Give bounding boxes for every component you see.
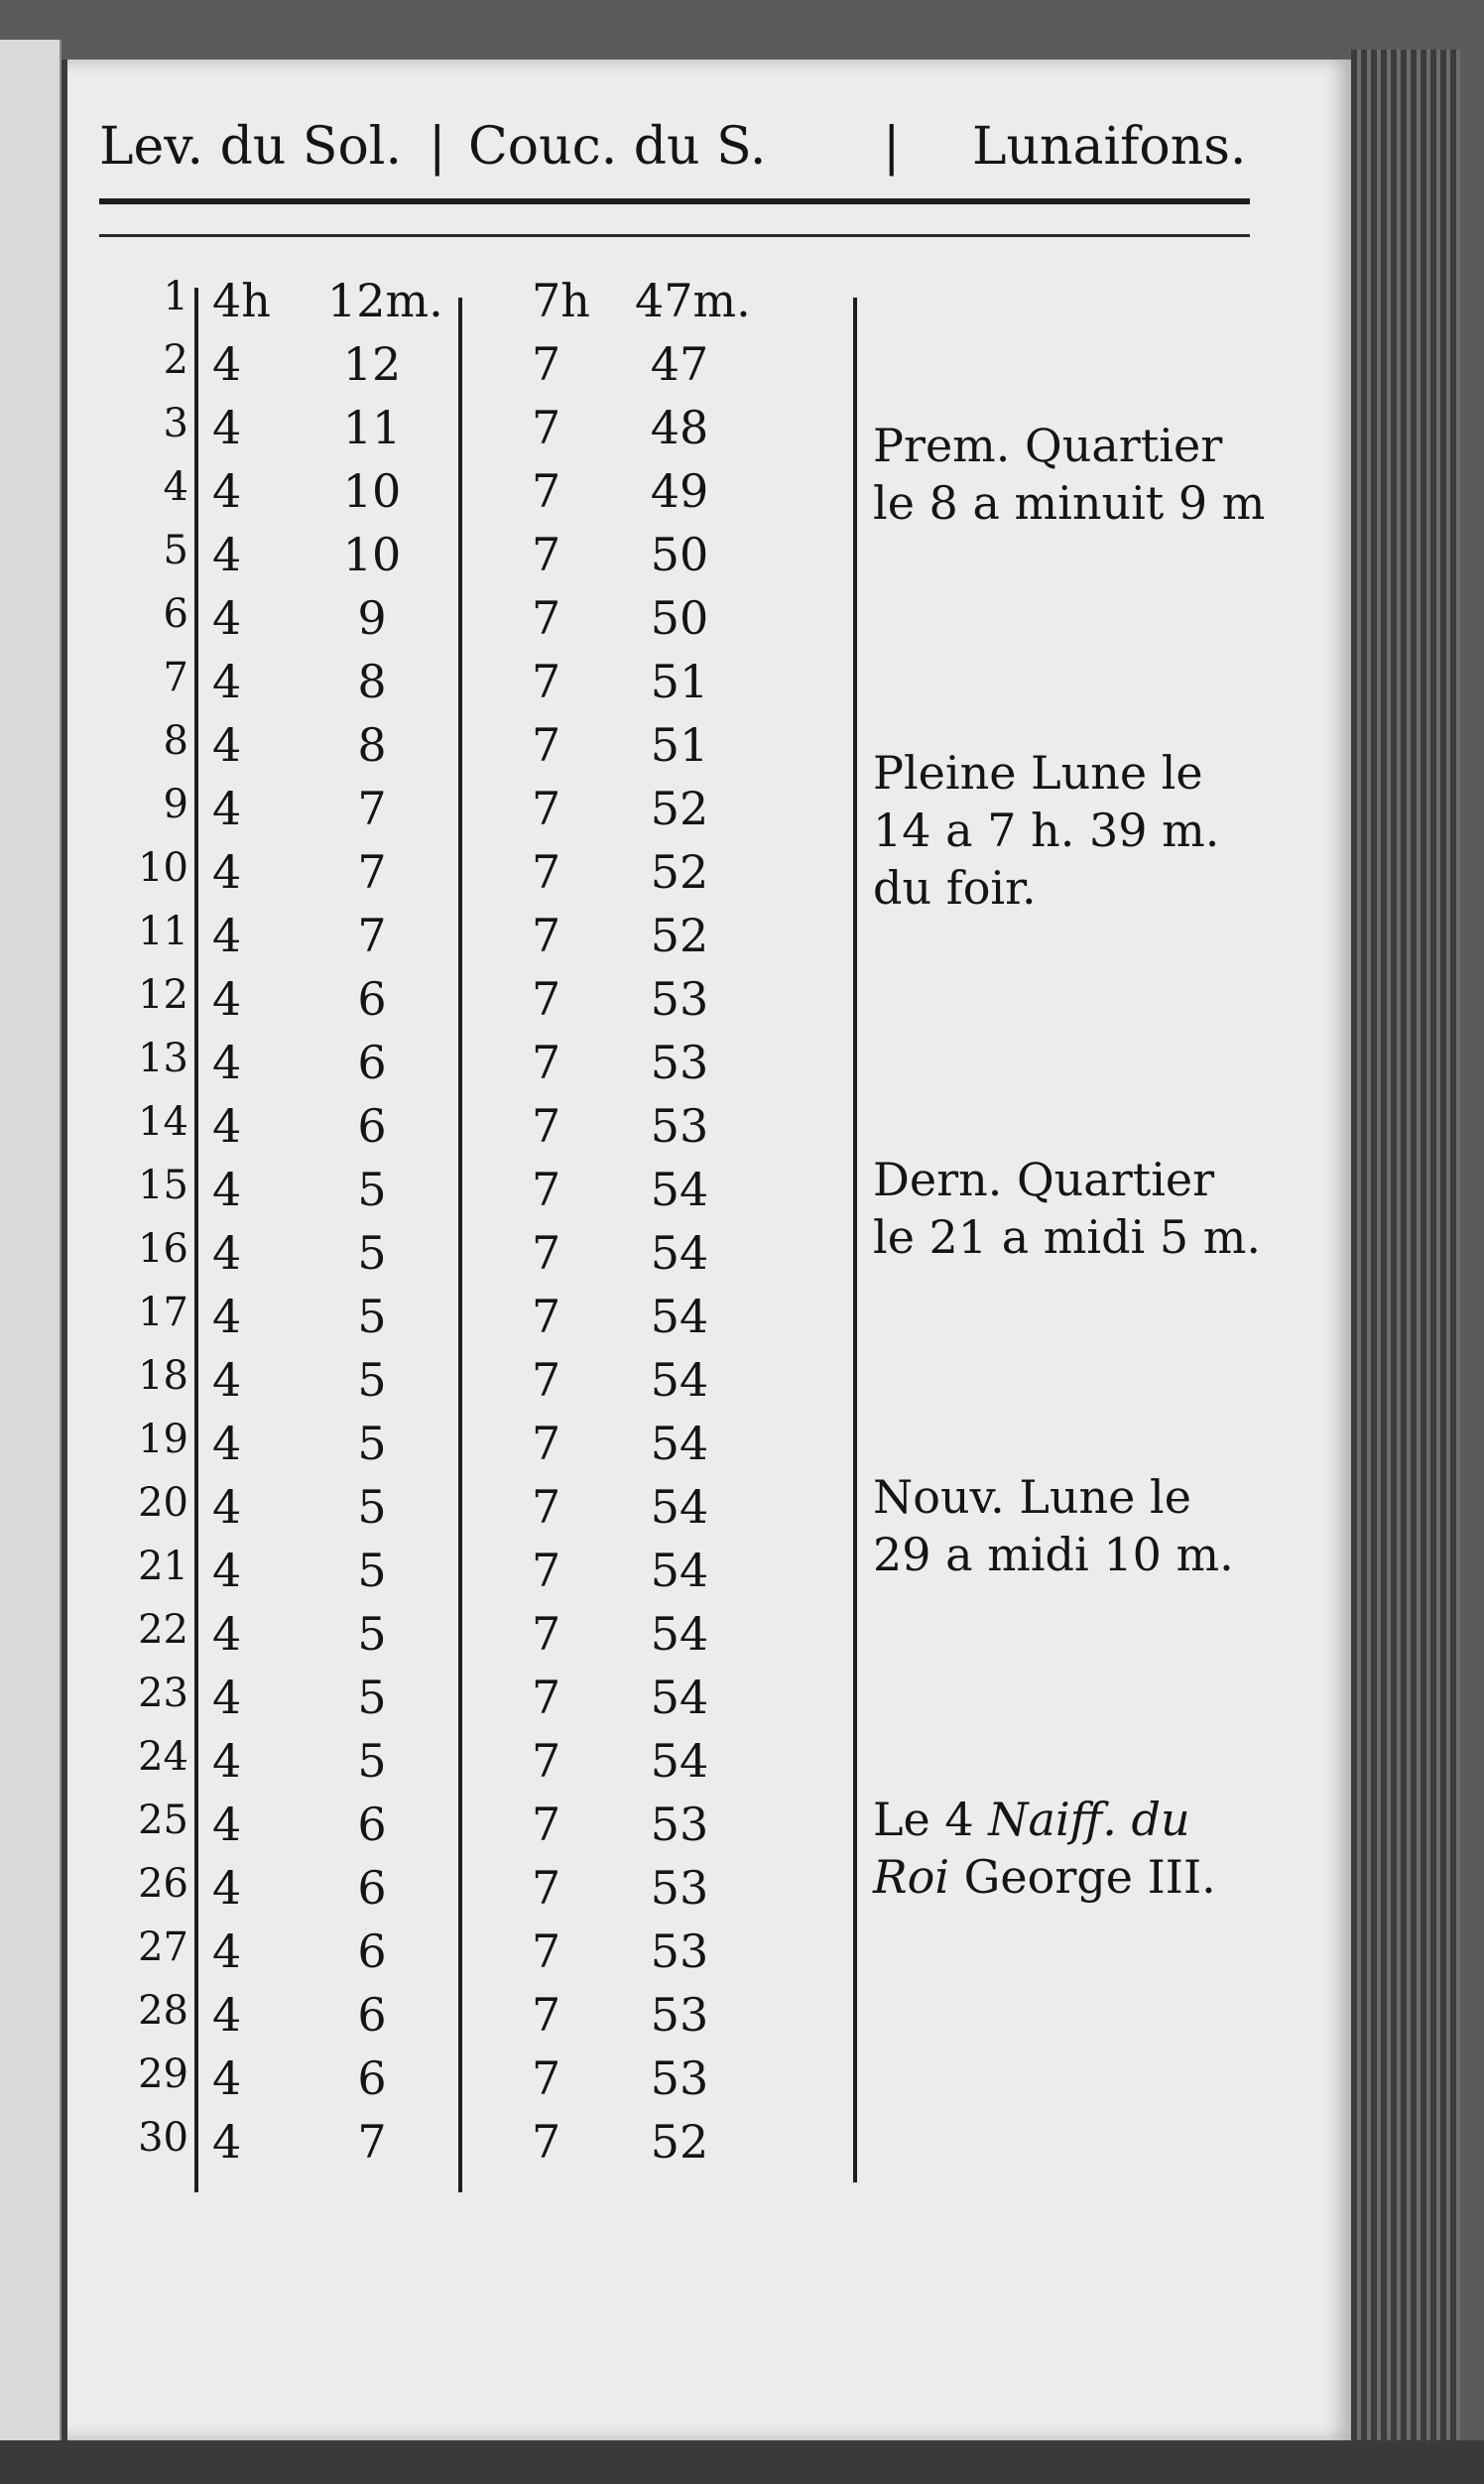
day-number: 4 <box>163 464 188 510</box>
sunset-hour: 7 <box>532 1861 561 1915</box>
sunrise-hour: 4 <box>212 1417 242 1470</box>
sunset-hour: 7 <box>532 591 561 645</box>
day-number: 17 <box>138 1290 188 1335</box>
sunset-minute: 52 <box>650 782 709 835</box>
sunrise-minute: 8 <box>357 718 387 772</box>
sunrise-hour: 4 <box>212 1798 242 1851</box>
sunrise-minute: 5 <box>357 1226 387 1280</box>
day-number: 23 <box>138 1671 188 1716</box>
sunset-hour: 7 <box>532 528 561 581</box>
day-number: 20 <box>138 1480 188 1526</box>
sunrise-minute: 5 <box>357 1480 387 1534</box>
day-number: 13 <box>138 1036 188 1081</box>
sunrise-hour: 4 <box>212 1480 242 1534</box>
sunrise-minute: 7 <box>357 2115 387 2169</box>
note-line: Prem. Quartier <box>873 419 1223 472</box>
sunrise-minute: 6 <box>357 972 387 1026</box>
sunset-hour: 7 <box>532 1925 561 1978</box>
last-quarter-note <box>873 1151 1309 1266</box>
sunset-minute: 51 <box>650 655 709 708</box>
day-number: 16 <box>138 1226 188 1272</box>
table-row <box>0 2046 873 2109</box>
note-line: le 21 a midi 5 m. <box>873 1210 1261 1264</box>
sunset-minute: 54 <box>650 1226 709 1280</box>
sunrise-hour: 4 <box>212 1099 242 1153</box>
sunrise-hour: 4 <box>212 1036 242 1089</box>
day-number: 28 <box>138 1988 188 2034</box>
sunset-minute: 53 <box>650 1798 709 1851</box>
sunrise-hour: 4 <box>212 1163 242 1216</box>
day-number: 2 <box>163 337 188 383</box>
day-number: 30 <box>138 2115 188 2161</box>
sunset-hour: 7h <box>532 274 590 327</box>
sunrise-hour: 4h <box>212 274 271 327</box>
table-row <box>0 1665 873 1728</box>
sunset-minute: 54 <box>650 1734 709 1788</box>
note-line: 14 a 7 h. 39 m. <box>873 804 1220 857</box>
table-row <box>0 458 873 522</box>
sunset-hour: 7 <box>532 337 561 391</box>
table-row <box>0 585 873 649</box>
sunset-minute: 54 <box>650 1163 709 1216</box>
sunrise-hour: 4 <box>212 1988 242 2042</box>
table-row <box>0 395 873 458</box>
header-rule <box>99 198 1250 204</box>
note-line: Pleine Lune le <box>873 746 1203 800</box>
sunrise-hour: 4 <box>212 972 242 1026</box>
new-moon-note <box>873 1468 1309 1583</box>
sunset-hour: 7 <box>532 1988 561 2042</box>
sunrise-hour: 4 <box>212 782 242 835</box>
sunrise-minute: 7 <box>357 845 387 899</box>
header-lunations: Lunaifons. <box>972 117 1247 177</box>
sunrise-hour: 4 <box>212 2115 242 2169</box>
header-sunrise: Lev. du Sol. <box>99 117 402 177</box>
sunrise-minute: 6 <box>357 1861 387 1915</box>
table-row <box>0 1093 873 1157</box>
table-row <box>0 1220 873 1284</box>
sunset-hour: 7 <box>532 1099 561 1153</box>
day-number: 12 <box>138 972 188 1018</box>
sunrise-hour: 4 <box>212 845 242 899</box>
table-row <box>0 966 873 1030</box>
sunset-minute: 53 <box>650 1036 709 1089</box>
sunset-hour: 7 <box>532 1036 561 1089</box>
sunrise-minute: 11 <box>342 401 402 454</box>
table-row <box>0 649 873 712</box>
sunset-hour: 7 <box>532 2051 561 2105</box>
note-text: Roi <box>873 1850 950 1904</box>
sunset-minute: 53 <box>650 1925 709 1978</box>
sunrise-hour: 4 <box>212 591 242 645</box>
table-row <box>0 1792 873 1855</box>
sunset-hour: 7 <box>532 464 561 518</box>
sunset-minute: 53 <box>650 972 709 1026</box>
table-row <box>0 839 873 903</box>
note-line <box>873 1791 1309 1848</box>
sunset-minute: 53 <box>650 1988 709 2042</box>
note-line <box>873 1848 1309 1906</box>
sunset-minute: 49 <box>650 464 709 518</box>
table-row <box>0 1347 873 1411</box>
sunset-hour: 7 <box>532 1544 561 1597</box>
sunset-minute: 50 <box>650 528 709 581</box>
header-rule-thin <box>99 234 1250 237</box>
note-line: Dern. Quartier <box>873 1153 1215 1206</box>
sunrise-hour: 4 <box>212 718 242 772</box>
sunrise-minute: 7 <box>357 909 387 962</box>
day-number: 8 <box>163 718 188 764</box>
sunset-hour: 7 <box>532 1353 561 1407</box>
sunrise-hour: 4 <box>212 909 242 962</box>
table-row <box>0 1855 873 1919</box>
sunrise-hour: 4 <box>212 401 242 454</box>
table-row <box>0 903 873 966</box>
sunset-hour: 7 <box>532 1290 561 1343</box>
sunset-hour: 7 <box>532 718 561 772</box>
day-number: 10 <box>138 845 188 891</box>
note-text: Naiff. du <box>988 1793 1190 1846</box>
table-row <box>0 1728 873 1792</box>
sunset-hour: 7 <box>532 1734 561 1788</box>
day-number: 11 <box>138 909 188 954</box>
table-row <box>0 1474 873 1538</box>
first-quarter-note <box>873 417 1309 532</box>
full-moon-note <box>873 744 1309 917</box>
note-line: le 8 a minuit 9 m <box>873 476 1266 530</box>
sunrise-minute: 6 <box>357 1925 387 1978</box>
day-number: 14 <box>138 1099 188 1145</box>
sunrise-hour: 4 <box>212 2051 242 2105</box>
table-row <box>0 2109 873 2173</box>
table-row <box>0 776 873 839</box>
header-separator: | <box>429 117 446 177</box>
sunrise-hour: 4 <box>212 464 242 518</box>
sun-table <box>0 268 873 2173</box>
sunset-minute: 52 <box>650 845 709 899</box>
sunset-minute: 47m. <box>635 274 751 327</box>
sunrise-hour: 4 <box>212 1607 242 1661</box>
sunrise-hour: 4 <box>212 1290 242 1343</box>
sunrise-minute: 5 <box>357 1544 387 1597</box>
sunrise-minute: 5 <box>357 1353 387 1407</box>
sunrise-minute: 9 <box>357 591 387 645</box>
sunrise-minute: 6 <box>357 2051 387 2105</box>
day-number: 25 <box>138 1798 188 1843</box>
sunset-minute: 54 <box>650 1607 709 1661</box>
sunrise-minute: 8 <box>357 655 387 708</box>
note-text: George III. <box>949 1850 1216 1904</box>
day-number: 6 <box>163 591 188 637</box>
bottom-shadow <box>0 2440 1484 2484</box>
table-row <box>0 712 873 776</box>
sunrise-minute: 6 <box>357 1099 387 1153</box>
sunset-hour: 7 <box>532 2115 561 2169</box>
sunset-hour: 7 <box>532 1798 561 1851</box>
day-number: 29 <box>138 2051 188 2097</box>
sunset-minute: 50 <box>650 591 709 645</box>
header-sunset: Couc. du S. <box>468 117 767 177</box>
sunrise-hour: 4 <box>212 1861 242 1915</box>
sunrise-minute: 10 <box>342 528 402 581</box>
note-line: 29 a midi 10 m. <box>873 1528 1234 1581</box>
table-row <box>0 1157 873 1220</box>
sunset-minute: 52 <box>650 2115 709 2169</box>
table-row <box>0 1284 873 1347</box>
sunrise-minute: 6 <box>357 1988 387 2042</box>
table-row <box>0 1982 873 2046</box>
table-row <box>0 1030 873 1093</box>
sunset-hour: 7 <box>532 1417 561 1470</box>
table-row <box>0 268 873 331</box>
day-number: 19 <box>138 1417 188 1462</box>
table-row <box>0 1919 873 1982</box>
sunrise-minute: 6 <box>357 1036 387 1089</box>
sunrise-minute: 7 <box>357 782 387 835</box>
sunset-minute: 52 <box>650 909 709 962</box>
sunset-minute: 54 <box>650 1671 709 1724</box>
sunrise-minute: 5 <box>357 1734 387 1788</box>
sunset-hour: 7 <box>532 972 561 1026</box>
sunrise-hour: 4 <box>212 1226 242 1280</box>
sunrise-minute: 5 <box>357 1417 387 1470</box>
sunrise-minute: 12m. <box>327 274 443 327</box>
sunset-minute: 54 <box>650 1480 709 1534</box>
note-text: Le 4 <box>873 1793 989 1846</box>
day-number: 5 <box>163 528 188 573</box>
sunrise-minute: 5 <box>357 1163 387 1216</box>
day-number: 27 <box>138 1925 188 1970</box>
day-number: 18 <box>138 1353 188 1399</box>
sunrise-hour: 4 <box>212 1353 242 1407</box>
header-separator: | <box>883 117 901 177</box>
sunrise-hour: 4 <box>212 1734 242 1788</box>
sunset-hour: 7 <box>532 845 561 899</box>
sunset-minute: 53 <box>650 1099 709 1153</box>
day-number: 9 <box>163 782 188 827</box>
sunrise-hour: 4 <box>212 1925 242 1978</box>
sunrise-minute: 5 <box>357 1671 387 1724</box>
sunset-minute: 54 <box>650 1417 709 1470</box>
sunset-minute: 53 <box>650 2051 709 2105</box>
day-number: 26 <box>138 1861 188 1907</box>
sunset-minute: 48 <box>650 401 709 454</box>
king-birthday-note <box>873 1791 1309 1906</box>
table-row <box>0 522 873 585</box>
table-row <box>0 1538 873 1601</box>
sunrise-minute: 5 <box>357 1290 387 1343</box>
sunset-hour: 7 <box>532 1226 561 1280</box>
day-number: 3 <box>163 401 188 446</box>
sunrise-minute: 12 <box>342 337 402 391</box>
day-number: 7 <box>163 655 188 700</box>
sunset-minute: 54 <box>650 1353 709 1407</box>
sunset-hour: 7 <box>532 1607 561 1661</box>
day-number: 24 <box>138 1734 188 1780</box>
sunset-hour: 7 <box>532 1163 561 1216</box>
book-edge <box>1351 50 1460 2450</box>
day-number: 15 <box>138 1163 188 1208</box>
sunset-hour: 7 <box>532 401 561 454</box>
sunset-minute: 53 <box>650 1861 709 1915</box>
sunset-minute: 54 <box>650 1544 709 1597</box>
sunset-minute: 54 <box>650 1290 709 1343</box>
sunset-minute: 51 <box>650 718 709 772</box>
note-line: Nouv. Lune le <box>873 1470 1191 1524</box>
sunrise-hour: 4 <box>212 337 242 391</box>
table-header <box>99 109 1250 188</box>
table-row <box>0 1601 873 1665</box>
note-line: du foir. <box>873 861 1037 915</box>
sunrise-minute: 6 <box>357 1798 387 1851</box>
sunset-hour: 7 <box>532 782 561 835</box>
sunset-hour: 7 <box>532 909 561 962</box>
sunrise-hour: 4 <box>212 655 242 708</box>
sunrise-hour: 4 <box>212 1544 242 1597</box>
table-row <box>0 331 873 395</box>
sunset-minute: 47 <box>650 337 709 391</box>
day-number: 22 <box>138 1607 188 1653</box>
sunset-hour: 7 <box>532 655 561 708</box>
sunrise-minute: 10 <box>342 464 402 518</box>
sunset-hour: 7 <box>532 1480 561 1534</box>
day-number: 21 <box>138 1544 188 1589</box>
day-number: 1 <box>163 274 188 319</box>
sunrise-hour: 4 <box>212 1671 242 1724</box>
table-row <box>0 1411 873 1474</box>
sunrise-hour: 4 <box>212 528 242 581</box>
sunset-hour: 7 <box>532 1671 561 1724</box>
sunrise-minute: 5 <box>357 1607 387 1661</box>
